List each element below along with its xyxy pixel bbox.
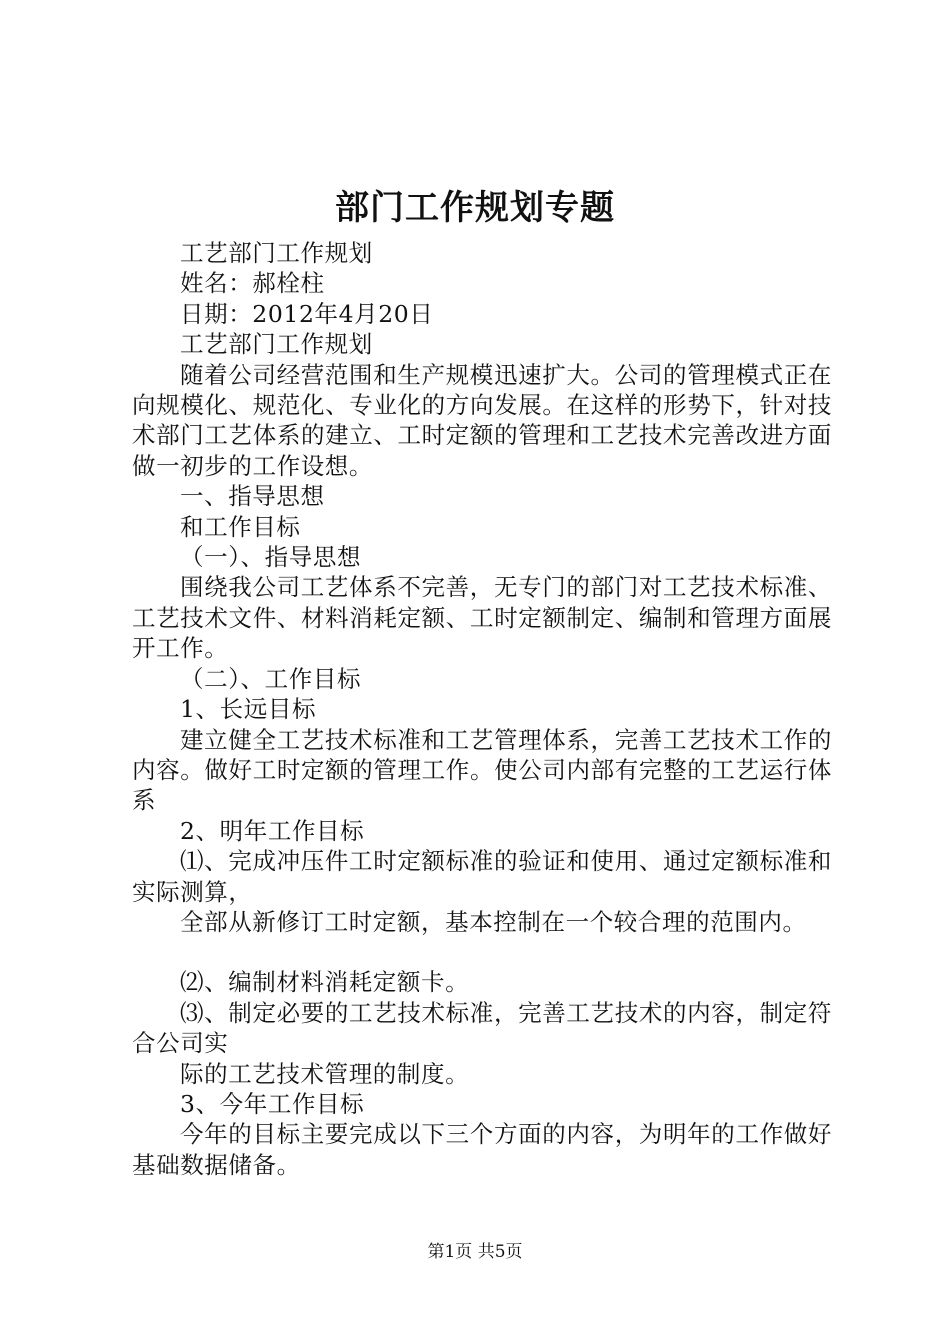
paragraph: ⑴、完成冲压件工时定额标准的验证和使用、通过定额标准和实际测算，	[132, 847, 832, 906]
paragraph: ⑶、制定必要的工艺技术标准，完善工艺技术的内容，制定符合公司实	[132, 998, 832, 1058]
paragraph-gap	[132, 937, 832, 967]
paragraph: 姓名：郝栓柱	[180, 269, 325, 298]
paragraph: （一）、指导思想	[180, 543, 362, 572]
paragraph: 和工作目标	[180, 512, 301, 541]
document-body	[132, 238, 832, 1180]
paragraph: 全部从新修订工时定额，基本控制在一个较合理的范围内。	[180, 907, 807, 936]
paragraph: 3、今年工作目标	[180, 1089, 365, 1118]
paragraph: 随着公司经营范围和生产规模迅速扩大。公司的管理模式正在向规模化、规范化、专业化的方向发展。在这样的形势下，针对技术部门工艺体系的建立、工时定额的管理和工艺技术完善改进方面做一初步的工作设想。	[132, 360, 832, 480]
paragraph: 建立健全工艺技术标准和工艺管理体系，完善工艺技术工作的内容。做好工时定额的管理工作。使公司内部有完整的工艺运行体系	[132, 725, 832, 815]
page-footer: 第1页 共5页	[427, 1242, 523, 1262]
paragraph: 工艺部门工作规划	[180, 330, 373, 359]
paragraph: 2、明年工作目标	[180, 816, 365, 845]
paragraph: 一、指导思想	[180, 482, 325, 511]
paragraph: 日期：2012年4月20日	[180, 299, 434, 328]
paragraph: 今年的目标主要完成以下三个方面的内容，为明年的工作做好基础数据储备。	[132, 1120, 832, 1179]
paragraph: 工艺部门工作规划	[180, 239, 373, 267]
paragraph: 围绕我公司工艺体系不完善，无专门的部门对工艺技术标准、工艺技术文件、材料消耗定额、工时定额制定、编制和管理方面展开工作。	[132, 573, 832, 663]
paragraph: 际的工艺技术管理的制度。	[180, 1059, 470, 1088]
paragraph: （二）、工作目标	[180, 664, 362, 693]
paragraph: ⑵、编制材料消耗定额卡。	[180, 968, 470, 997]
paragraph: 1、长远目标	[180, 695, 317, 724]
document-title: 部门工作规划专题	[335, 188, 615, 228]
